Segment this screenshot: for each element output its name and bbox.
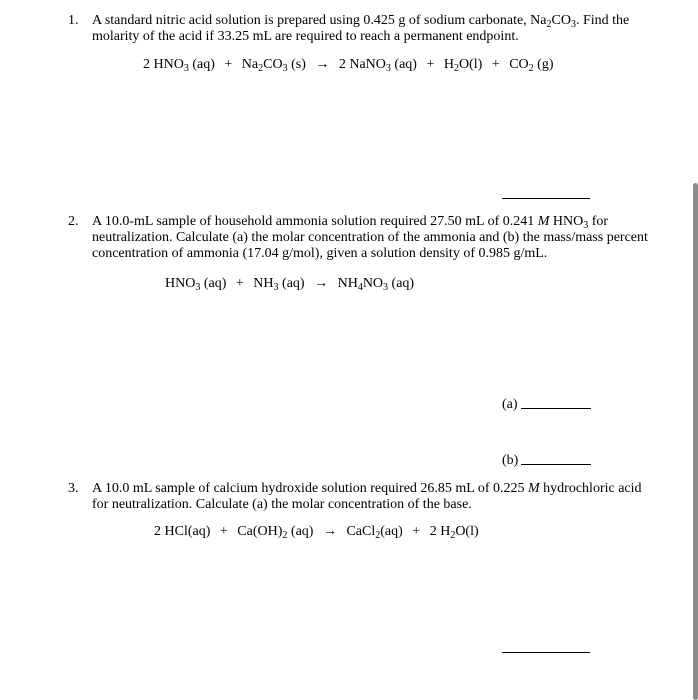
problem-3-number: 3. <box>68 481 79 496</box>
problem-3-equation: 2 $HCl(aq) + Ca(OH)_2$ (aq) → CaCl$_2$(aq) + 2 $H_2O(l)$ <box>154 524 479 541</box>
problem-2-answer-a-label: (a) <box>502 397 518 412</box>
problem-3-text: A 10.0 mL sample of calcium hydroxide solution required 26.85 mL of 0.225 M hydrochloric acid for neutralization. Calculate (a) the molar concentration of the base. <box>92 481 642 512</box>
problem-1-answer-line <box>502 198 590 199</box>
problem-1-text: A standard nitric acid solution is prepared using 0.425 g of sodium carbonate, $Na_2CO_3$. Find the molarity of the acid if 33.25 mL are required to reach a permanent endpoint. <box>92 13 630 44</box>
problem-1-number: 1. <box>68 13 79 28</box>
problem-2-answer-a-line <box>521 408 591 409</box>
problem-2-answer-b-label: (b) <box>502 453 519 468</box>
problem-2-answer-b-line <box>521 464 591 465</box>
problem-3-answer-line <box>502 652 590 653</box>
problem-2-equation: $HNO_3$ $(aq) + NH_3$ $(aq) \to NH_4NO_3$ (aq) <box>165 276 415 293</box>
problem-2-text: A 10.0-mL sample of household ammonia solution required 27.50 mL of 0.241 M $HNO_3$ for neutralization. Calculate (a) the molar concentration of the ammonia and (b) the mass/mass percent concentration of ammonia (17.04 g/mol), given a solution density of 0.985 g/mL. <box>92 214 648 261</box>
problem-2-number: 2. <box>68 214 79 229</box>
vertical-scrollbar[interactable] <box>693 183 698 700</box>
problem-1-equation: 2 $HNO_3$ $(aq) + Na_2CO_3$ (s) → 2 NaNO$_3$ $(aq) + H_2O(l) + CO_2$ (g) <box>143 57 554 74</box>
